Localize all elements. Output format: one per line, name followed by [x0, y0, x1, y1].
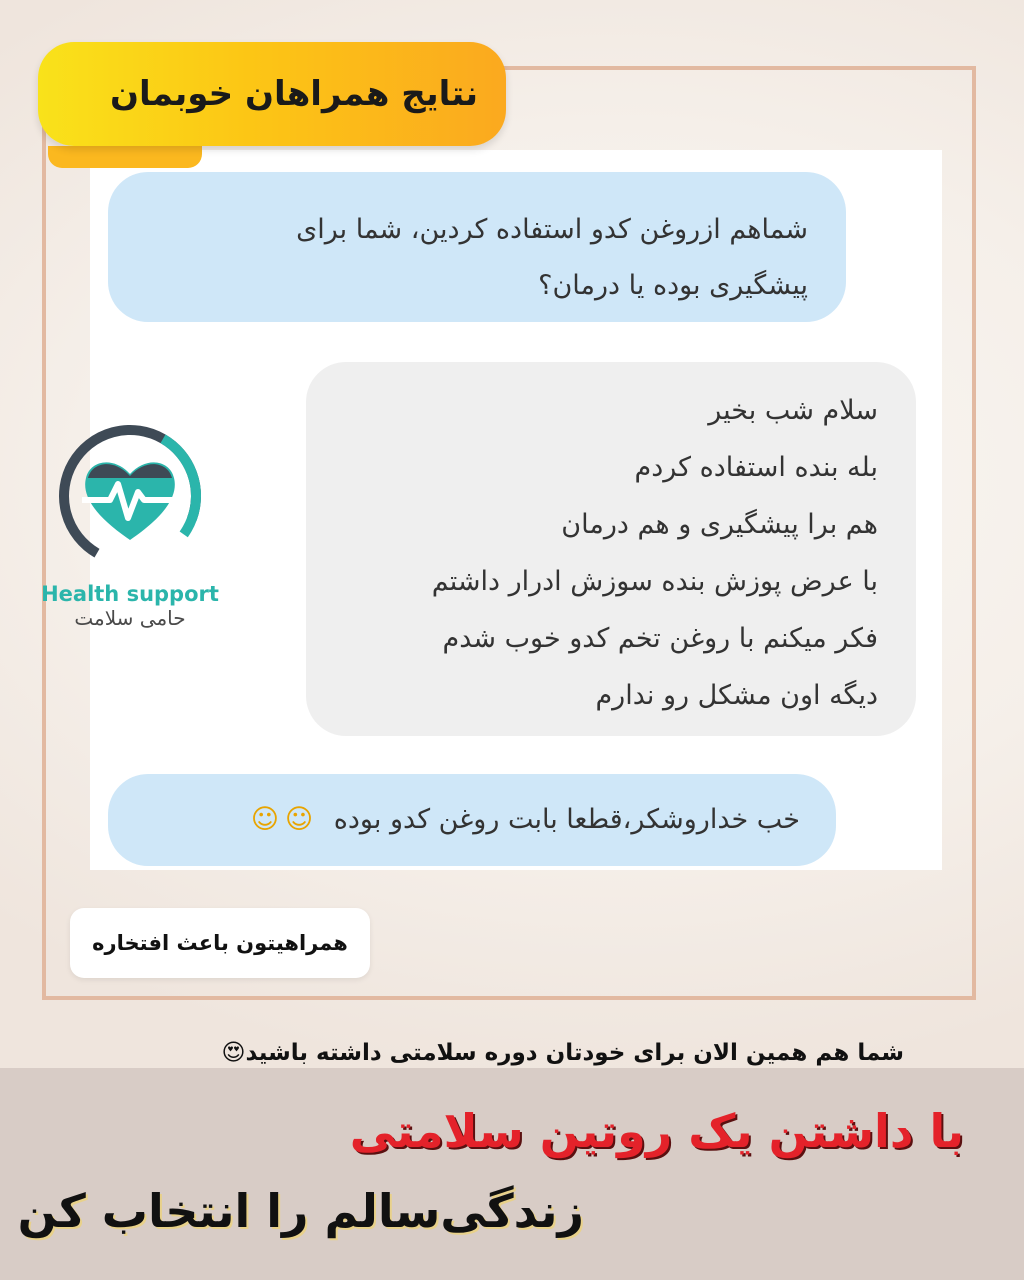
reply-text: خب خداروشکر،قطعا بابت روغن کدو بوده: [333, 804, 800, 835]
answer-line: با عرض پوزش بنده سوزش ادرار داشتم: [431, 566, 878, 597]
cta-tagline: زندگی‌سالم را انتخاب کن: [17, 1184, 584, 1238]
title-tab: [38, 42, 506, 146]
cta-headline: با داشتن یک روتین سلامتی: [349, 1104, 964, 1158]
answer-line: فکر میکنم با روغن تخم کدو خوب شدم: [442, 623, 878, 654]
chat-bubble-answer: [306, 362, 916, 736]
cta-subtitle: شما هم همین الان برای خودتان دوره سلامتی داشته باشید😍: [221, 1040, 904, 1066]
brand-name-fa: حامی سلامت: [74, 606, 186, 630]
badge-label: همراهیتون باعث افتخاره: [70, 908, 370, 978]
question-line: شماهم ازروغن کدو استفاده کردین، شما برای: [296, 214, 808, 245]
answer-line: سلام شب بخیر: [708, 395, 878, 426]
smiling-emoji-icon: ☺☺: [250, 804, 320, 835]
answer-line: دیگه اون مشکل رو ندارم: [595, 680, 878, 711]
chat-bubble-question: [108, 172, 846, 322]
bottom-band: [0, 1068, 1024, 1280]
answer-line: هم برا پیشگیری و هم درمان: [561, 509, 878, 540]
heart-pulse-logo-icon: [52, 418, 208, 574]
title-tab-accent: [48, 146, 202, 168]
answer-line: بله بنده استفاده کردم: [634, 452, 878, 483]
question-line: پیشگیری بوده یا درمان؟: [538, 270, 808, 301]
brand-name-en: Health support: [41, 582, 219, 606]
page-title: نتایج همراهان خوبمان: [109, 74, 478, 114]
chat-bubble-reply: [108, 774, 836, 866]
